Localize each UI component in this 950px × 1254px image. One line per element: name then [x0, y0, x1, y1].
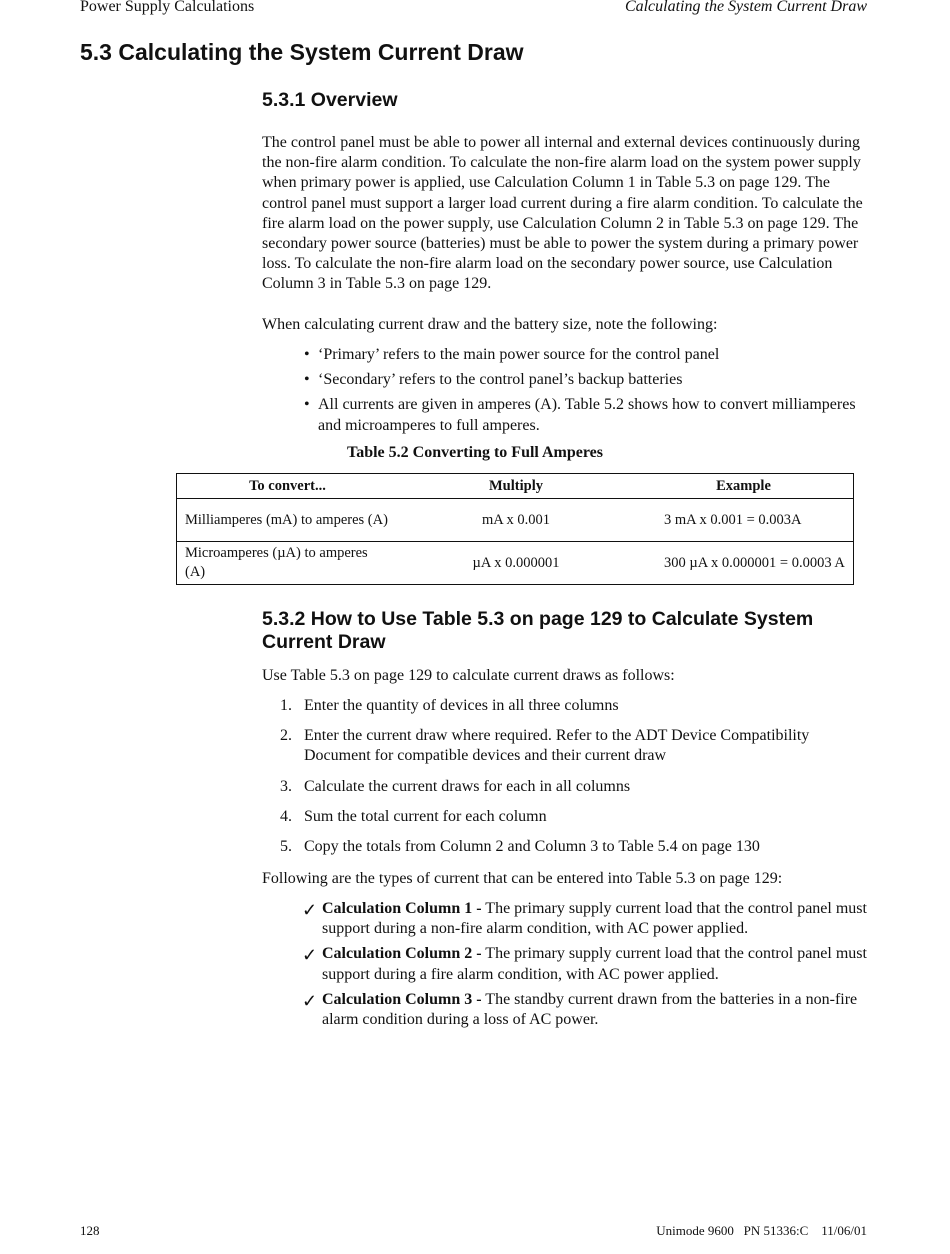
table-cell: mA x 0.001	[398, 499, 634, 542]
list-item: 4. Sum the total current for each column	[280, 807, 547, 825]
list-item: • ‘Primary’ refers to the main power source for the control panel	[304, 346, 720, 363]
types-intro: Following are the types of current that can be entered into Table 5.3 on page 129:	[262, 870, 783, 887]
checkmark-icon: ✓	[302, 900, 318, 920]
checkmark-icon: ✓	[302, 990, 318, 1011]
table-caption: Table 5.2 Converting to Full Amperes	[346, 444, 603, 461]
column-header: Example	[634, 474, 854, 499]
how-to-heading: 5.3.2 How to Use Table 5.3 on page 129 to Calculate System Current Draw	[262, 608, 814, 653]
table-cell: 300 µA x 0.000001 = 0.0003 A	[634, 542, 854, 585]
table-header-row	[177, 474, 854, 499]
conversion-table	[176, 473, 854, 585]
overview-text: The control panel must be able to power all internal and external devices continuously during the non-fire alarm condition. To calculate the non-fire alarm load on the system power supply when primary power is applied, use Calculation Column 1 in Table 5.3 on page 129. The control panel must support a larger load current during a fire alarm condition. To calculate the fire alarm load on the power supply, use Calculation Column 2 in Table 5.3 on page 129. The secondary power source (batteries) must be able to power the system during a primary power loss. To calculate the non-fire alarm load on the secondary power source, use Calculation Column 3 in Table 5.3 on page 129.	[262, 134, 863, 293]
running-header-right: Calculating the System Current Draw	[624, 0, 867, 15]
table-cell: µA x 0.000001	[398, 542, 634, 585]
table-row	[177, 499, 854, 542]
list-item: ✓ Calculation Column 3 - The standby current drawn from the batteries in a non-fire alarm condition during a loss of AC power.	[302, 990, 858, 1029]
table-cell: 3 mA x 0.001 = 0.003A	[634, 499, 854, 542]
list-item: • ‘Secondary’ refers to the control panel’s backup batteries	[304, 371, 683, 389]
list-item: 3. Calculate the current draws for each in all columns	[280, 777, 631, 795]
document-id: Unimode 9600 PN 51336:C 11/06/01	[656, 1223, 867, 1238]
running-header-left: Power Supply Calculations	[80, 0, 255, 15]
column-types-list	[302, 899, 867, 1030]
table-cell: Microamperes (µA) to amperes (A)	[177, 542, 399, 585]
page-number: 128	[80, 1223, 100, 1238]
list-item: 1. Enter the quantity of devices in all three columns	[280, 697, 619, 714]
note-bullet-list	[290, 345, 865, 436]
table-cell: Milliamperes (mA) to amperes (A)	[177, 499, 399, 542]
checkmark-icon: ✓	[302, 945, 318, 966]
steps-list	[262, 696, 862, 857]
how-to-intro: Use Table 5.3 on page 129 to calculate current draws as follows:	[262, 667, 675, 684]
list-item: 2. Enter the current draw where required. Refer to the ADT Device Compatibility Document for compatible devices and their current draw	[280, 727, 810, 765]
list-item: 5. Copy the totals from Column 2 and Column 3 to Table 5.4 on page 130	[280, 838, 760, 856]
overview-heading: 5.3.1 Overview	[262, 89, 398, 111]
column-header: To convert...	[177, 474, 399, 499]
column-header: Multiply	[398, 474, 634, 499]
table-row	[177, 542, 854, 585]
list-item: ✓ Calculation Column 2 - The primary supply current load that the control panel must support during a fire alarm condition, with AC power applied.	[302, 945, 867, 983]
overview-paragraph	[262, 133, 867, 295]
list-item: ✓ Calculation Column 1 - The primary supply current load that the control panel must support during a non-fire alarm condition, with AC power applied.	[302, 900, 867, 938]
section-heading: 5.3 Calculating the System Current Draw	[80, 39, 524, 65]
note-intro: When calculating current draw and the battery size, note the following:	[262, 316, 718, 333]
list-item: • All currents are given in amperes (A). Table 5.2 shows how to convert milliamperes and microamperes to full amperes.	[304, 396, 856, 434]
